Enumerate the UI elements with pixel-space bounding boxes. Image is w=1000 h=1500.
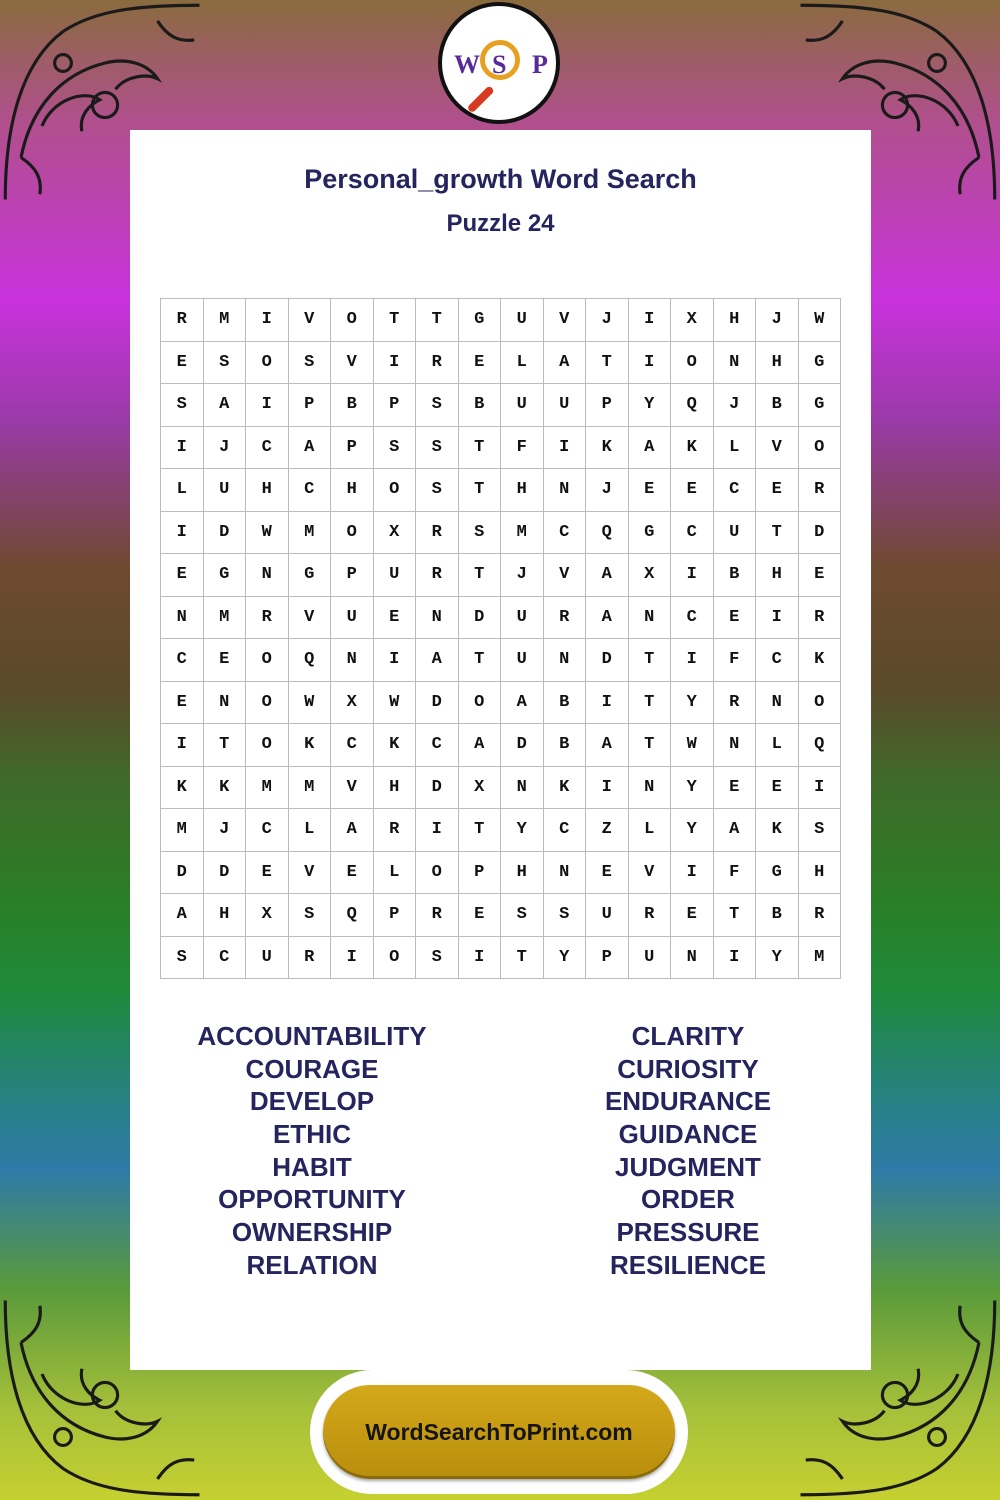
word-item: OPPORTUNITY xyxy=(218,1184,406,1215)
grid-cell[interactable]: M xyxy=(204,299,247,342)
grid-cell[interactable]: I xyxy=(799,767,842,810)
site-link-button[interactable]: WordSearchToPrint.com xyxy=(323,1385,675,1479)
grid-cell[interactable]: J xyxy=(204,809,247,852)
grid-cell[interactable]: V xyxy=(289,597,332,640)
grid-cell[interactable]: E xyxy=(714,767,757,810)
grid-cell[interactable]: N xyxy=(544,639,587,682)
grid-cell[interactable]: Y xyxy=(671,767,714,810)
grid-cell[interactable]: U xyxy=(544,384,587,427)
word-item: HABIT xyxy=(272,1151,352,1182)
grid-cell[interactable]: P xyxy=(289,384,332,427)
grid-cell[interactable]: T xyxy=(374,299,417,342)
grid-cell[interactable]: B xyxy=(544,724,587,767)
grid-cell[interactable]: P xyxy=(331,427,374,470)
grid-cell[interactable]: W xyxy=(289,682,332,725)
grid-cell[interactable]: M xyxy=(289,512,332,555)
grid-cell[interactable]: H xyxy=(799,852,842,895)
grid-cell[interactable]: N xyxy=(416,597,459,640)
grid-cell[interactable]: U xyxy=(714,512,757,555)
grid-cell[interactable]: I xyxy=(374,639,417,682)
word-item: RELATION xyxy=(246,1249,378,1280)
grid-cell[interactable]: Q xyxy=(331,894,374,937)
grid-cell[interactable]: K xyxy=(204,767,247,810)
grid-cell[interactable]: E xyxy=(161,554,204,597)
grid-cell[interactable]: I xyxy=(714,937,757,980)
grid-cell[interactable]: A xyxy=(714,809,757,852)
grid-cell[interactable]: D xyxy=(416,767,459,810)
grid-cell[interactable]: M xyxy=(799,937,842,980)
grid-cell[interactable]: I xyxy=(416,809,459,852)
grid-cell[interactable]: E xyxy=(161,342,204,385)
grid-cell[interactable]: R xyxy=(629,894,672,937)
grid-cell[interactable]: T xyxy=(459,427,502,470)
grid-cell[interactable]: C xyxy=(416,724,459,767)
grid-cell[interactable]: D xyxy=(204,512,247,555)
word-item: PRESSURE xyxy=(616,1217,760,1248)
grid-cell[interactable]: B xyxy=(756,894,799,937)
grid-cell[interactable]: T xyxy=(204,724,247,767)
word-item: CLARITY xyxy=(631,1021,745,1051)
grid-cell[interactable]: S xyxy=(374,427,417,470)
grid-cell[interactable]: B xyxy=(544,682,587,725)
grid-cell[interactable]: T xyxy=(501,937,544,980)
grid-cell[interactable]: H xyxy=(246,469,289,512)
grid-cell[interactable]: V xyxy=(289,299,332,342)
puzzle-title: Personal_growth Word Search xyxy=(304,164,697,194)
word-item: GUIDANCE xyxy=(618,1119,758,1150)
grid-cell[interactable]: R xyxy=(374,809,417,852)
word-item: CURIOSITY xyxy=(617,1053,759,1084)
grid-cell[interactable]: A xyxy=(161,894,204,937)
grid-cell[interactable]: R xyxy=(289,937,332,980)
grid-cell[interactable]: J xyxy=(586,469,629,512)
grid-cell[interactable]: T xyxy=(756,512,799,555)
grid-cell[interactable]: H xyxy=(204,894,247,937)
grid-cell[interactable]: K xyxy=(671,427,714,470)
grid-cell[interactable]: I xyxy=(161,724,204,767)
grid-cell[interactable]: I xyxy=(246,384,289,427)
grid-cell[interactable]: S xyxy=(459,512,502,555)
grid-cell[interactable]: V xyxy=(756,427,799,470)
puzzle-panel xyxy=(130,130,871,1370)
grid-cell[interactable]: T xyxy=(629,639,672,682)
grid-cell[interactable]: R xyxy=(799,469,842,512)
grid-cell[interactable]: O xyxy=(246,724,289,767)
word-item: ACCOUNTABILITY xyxy=(197,1021,427,1051)
grid-cell[interactable]: J xyxy=(756,299,799,342)
grid-cell[interactable]: L xyxy=(714,427,757,470)
grid-cell[interactable]: E xyxy=(246,852,289,895)
grid-cell[interactable]: Y xyxy=(501,809,544,852)
grid-cell[interactable]: P xyxy=(331,554,374,597)
grid-cell[interactable]: T xyxy=(459,639,502,682)
grid-cell[interactable]: N xyxy=(544,469,587,512)
grid-cell[interactable]: D xyxy=(161,852,204,895)
grid-cell[interactable]: X xyxy=(246,894,289,937)
grid-cell[interactable]: D xyxy=(799,512,842,555)
grid-cell[interactable]: O xyxy=(671,342,714,385)
grid-cell[interactable]: O xyxy=(374,469,417,512)
grid-cell[interactable]: B xyxy=(714,554,757,597)
grid-cell[interactable]: V xyxy=(289,852,332,895)
word-item: RESILIENCE xyxy=(609,1249,767,1280)
grid-cell[interactable]: L xyxy=(289,809,332,852)
grid-cell[interactable]: S xyxy=(416,384,459,427)
grid-cell[interactable]: T xyxy=(629,724,672,767)
grid-cell[interactable]: N xyxy=(714,724,757,767)
grid-cell[interactable]: R xyxy=(416,512,459,555)
grid-cell[interactable]: P xyxy=(374,384,417,427)
grid-cell[interactable]: S xyxy=(544,894,587,937)
grid-cell[interactable]: E xyxy=(586,852,629,895)
grid-cell[interactable]: C xyxy=(331,724,374,767)
grid-cell[interactable]: I xyxy=(756,597,799,640)
word-item: OWNERSHIP xyxy=(231,1217,393,1248)
grid-cell[interactable]: G xyxy=(756,852,799,895)
grid-cell[interactable]: V xyxy=(331,342,374,385)
grid-cell[interactable]: D xyxy=(459,597,502,640)
grid-cell[interactable]: C xyxy=(544,512,587,555)
grid-cell[interactable]: C xyxy=(671,512,714,555)
grid-cell[interactable]: X xyxy=(374,512,417,555)
grid-cell[interactable]: R xyxy=(544,597,587,640)
grid-cell[interactable]: W xyxy=(671,724,714,767)
grid-cell[interactable]: A xyxy=(289,427,332,470)
grid-cell[interactable]: N xyxy=(756,682,799,725)
grid-cell[interactable]: G xyxy=(289,554,332,597)
grid-cell[interactable]: O xyxy=(799,682,842,725)
grid-cell[interactable]: B xyxy=(331,384,374,427)
grid-cell[interactable]: I xyxy=(459,937,502,980)
grid-cell[interactable]: Q xyxy=(799,724,842,767)
grid-cell[interactable]: E xyxy=(756,469,799,512)
grid-cell[interactable]: Q xyxy=(289,639,332,682)
logo-letter: W xyxy=(454,50,480,79)
grid-cell[interactable]: D xyxy=(586,639,629,682)
grid-cell[interactable]: T xyxy=(459,809,502,852)
grid-cell[interactable]: C xyxy=(671,597,714,640)
grid-cell[interactable]: O xyxy=(331,299,374,342)
grid-cell[interactable]: I xyxy=(544,427,587,470)
grid-cell[interactable]: C xyxy=(246,809,289,852)
grid-cell[interactable]: P xyxy=(374,894,417,937)
grid-cell[interactable]: U xyxy=(204,469,247,512)
grid-cell[interactable]: C xyxy=(289,469,332,512)
grid-cell[interactable]: S xyxy=(161,937,204,980)
grid-cell[interactable]: D xyxy=(501,724,544,767)
grid-cell[interactable]: E xyxy=(204,639,247,682)
grid-cell[interactable]: B xyxy=(459,384,502,427)
grid-cell[interactable]: R xyxy=(246,597,289,640)
grid-cell[interactable]: V xyxy=(629,852,672,895)
grid-cell[interactable]: M xyxy=(289,767,332,810)
grid-cell[interactable]: K xyxy=(289,724,332,767)
grid-cell[interactable]: A xyxy=(459,724,502,767)
grid-cell[interactable]: N xyxy=(629,767,672,810)
grid-cell[interactable]: N xyxy=(714,342,757,385)
grid-cell[interactable]: O xyxy=(374,937,417,980)
grid-cell[interactable]: M xyxy=(204,597,247,640)
grid-cell[interactable]: K xyxy=(586,427,629,470)
grid-cell[interactable]: U xyxy=(501,597,544,640)
grid-cell[interactable]: S xyxy=(416,937,459,980)
grid-cell[interactable]: I xyxy=(246,299,289,342)
grid-cell[interactable]: I xyxy=(374,342,417,385)
grid-cell[interactable]: Y xyxy=(671,809,714,852)
grid-cell[interactable]: Q xyxy=(586,512,629,555)
grid-cell[interactable]: H xyxy=(501,469,544,512)
grid-cell[interactable]: E xyxy=(331,852,374,895)
word-item: DEVELOP xyxy=(249,1086,375,1117)
logo-letter: S xyxy=(492,50,507,79)
grid-cell[interactable]: H xyxy=(756,342,799,385)
grid-cell[interactable]: I xyxy=(586,682,629,725)
word-item: ENDURANCE xyxy=(604,1086,772,1117)
grid-cell[interactable]: R xyxy=(416,554,459,597)
grid-cell[interactable]: S xyxy=(799,809,842,852)
grid-cell[interactable]: A xyxy=(544,342,587,385)
grid-cell[interactable]: N xyxy=(161,597,204,640)
word-item: JUDGMENT xyxy=(615,1151,761,1182)
grid-cell[interactable]: C xyxy=(246,427,289,470)
grid-cell[interactable]: E xyxy=(374,597,417,640)
grid-cell[interactable]: O xyxy=(246,682,289,725)
grid-cell[interactable]: O xyxy=(246,342,289,385)
grid-cell[interactable]: X xyxy=(459,767,502,810)
grid-cell[interactable]: A xyxy=(629,427,672,470)
grid-cell[interactable]: O xyxy=(416,852,459,895)
grid-cell[interactable]: S xyxy=(289,342,332,385)
word-item: ORDER xyxy=(641,1184,735,1215)
grid-cell[interactable]: E xyxy=(799,554,842,597)
grid-cell[interactable]: U xyxy=(374,554,417,597)
grid-cell[interactable]: I xyxy=(629,342,672,385)
word-item: COURAGE xyxy=(245,1053,379,1084)
grid-cell[interactable]: K xyxy=(799,639,842,682)
grid-cell[interactable]: J xyxy=(714,384,757,427)
grid-cell[interactable]: T xyxy=(714,894,757,937)
grid-cell[interactable]: C xyxy=(544,809,587,852)
grid-cell[interactable]: P xyxy=(586,937,629,980)
grid-cell[interactable]: S xyxy=(289,894,332,937)
grid-cell[interactable]: I xyxy=(161,427,204,470)
grid-cell[interactable]: A xyxy=(586,724,629,767)
grid-cell[interactable]: A xyxy=(586,597,629,640)
grid-cell[interactable]: V xyxy=(544,554,587,597)
grid-cell[interactable]: D xyxy=(204,852,247,895)
grid-cell[interactable]: N xyxy=(501,767,544,810)
grid-cell[interactable]: R xyxy=(161,299,204,342)
grid-cell[interactable]: W xyxy=(799,299,842,342)
grid-cell[interactable]: F xyxy=(714,852,757,895)
grid-cell[interactable]: I xyxy=(161,512,204,555)
grid-cell[interactable]: K xyxy=(161,767,204,810)
grid-cell[interactable]: H xyxy=(714,299,757,342)
grid-cell[interactable]: G xyxy=(204,554,247,597)
grid-cell[interactable]: Y xyxy=(671,682,714,725)
grid-cell[interactable]: L xyxy=(629,809,672,852)
grid-cell[interactable]: I xyxy=(331,937,374,980)
grid-cell[interactable]: X xyxy=(331,682,374,725)
grid-cell[interactable]: U xyxy=(246,937,289,980)
grid-cell[interactable]: O xyxy=(799,427,842,470)
grid-cell[interactable]: H xyxy=(331,469,374,512)
grid-cell[interactable]: N xyxy=(331,639,374,682)
grid-cell[interactable]: S xyxy=(416,427,459,470)
grid-cell[interactable]: R xyxy=(416,342,459,385)
grid-cell[interactable]: I xyxy=(586,767,629,810)
grid-cell[interactable]: R xyxy=(714,682,757,725)
grid-cell[interactable]: Y xyxy=(756,937,799,980)
grid-cell[interactable]: Y xyxy=(544,937,587,980)
grid-cell[interactable]: G xyxy=(799,342,842,385)
grid-cell[interactable]: U xyxy=(331,597,374,640)
grid-cell[interactable]: S xyxy=(501,894,544,937)
grid-cell[interactable]: T xyxy=(459,469,502,512)
grid-cell[interactable]: K xyxy=(544,767,587,810)
grid-cell[interactable]: X xyxy=(671,299,714,342)
grid-cell[interactable]: U xyxy=(501,299,544,342)
grid-cell[interactable]: C xyxy=(161,639,204,682)
grid-cell[interactable]: L xyxy=(501,342,544,385)
grid-cell[interactable]: U xyxy=(629,937,672,980)
letter-grid xyxy=(160,298,841,979)
grid-cell[interactable]: Z xyxy=(586,809,629,852)
grid-cell[interactable]: U xyxy=(501,384,544,427)
grid-cell[interactable]: H xyxy=(756,554,799,597)
grid-cell[interactable]: V xyxy=(331,767,374,810)
grid-cell[interactable]: K xyxy=(756,809,799,852)
grid-cell[interactable]: E xyxy=(161,682,204,725)
grid-cell[interactable]: T xyxy=(586,342,629,385)
grid-cell[interactable]: E xyxy=(629,469,672,512)
grid-cell[interactable]: E xyxy=(671,469,714,512)
grid-cell[interactable]: O xyxy=(331,512,374,555)
grid-cell[interactable]: N xyxy=(544,852,587,895)
grid-cell[interactable]: B xyxy=(756,384,799,427)
word-item: ETHIC xyxy=(273,1119,351,1150)
puzzle-subtitle: Puzzle 24 xyxy=(446,210,555,237)
grid-cell[interactable]: N xyxy=(629,597,672,640)
grid-cell[interactable]: S xyxy=(416,469,459,512)
grid-cell[interactable]: E xyxy=(671,894,714,937)
grid-cell[interactable]: S xyxy=(161,384,204,427)
grid-cell[interactable]: W xyxy=(246,512,289,555)
grid-cell[interactable]: C xyxy=(714,469,757,512)
grid-cell[interactable]: F xyxy=(714,639,757,682)
grid-cell[interactable]: T xyxy=(416,299,459,342)
grid-cell[interactable]: S xyxy=(204,342,247,385)
grid-cell[interactable]: G xyxy=(799,384,842,427)
grid-cell[interactable]: P xyxy=(459,852,502,895)
logo-letter: P xyxy=(532,50,548,79)
grid-cell[interactable]: E xyxy=(714,597,757,640)
grid-cell[interactable]: R xyxy=(416,894,459,937)
grid-cell[interactable]: E xyxy=(756,767,799,810)
grid-cell[interactable]: I xyxy=(629,299,672,342)
grid-cell[interactable]: D xyxy=(416,682,459,725)
grid-cell[interactable]: V xyxy=(544,299,587,342)
grid-cell[interactable]: I xyxy=(671,639,714,682)
grid-cell[interactable]: R xyxy=(799,894,842,937)
word-list-left xyxy=(147,1020,477,1282)
grid-cell[interactable]: U xyxy=(501,639,544,682)
grid-cell[interactable]: C xyxy=(756,639,799,682)
grid-cell[interactable]: T xyxy=(629,682,672,725)
grid-cell[interactable]: J xyxy=(204,427,247,470)
grid-cell[interactable]: F xyxy=(501,427,544,470)
grid-cell[interactable]: A xyxy=(501,682,544,725)
grid-cell[interactable]: L xyxy=(374,852,417,895)
grid-cell[interactable]: I xyxy=(671,554,714,597)
grid-cell[interactable]: T xyxy=(459,554,502,597)
grid-cell[interactable]: M xyxy=(501,512,544,555)
grid-cell[interactable]: G xyxy=(459,299,502,342)
grid-cell[interactable]: I xyxy=(671,852,714,895)
grid-cell[interactable]: L xyxy=(161,469,204,512)
grid-cell[interactable]: A xyxy=(331,809,374,852)
grid-cell[interactable]: X xyxy=(629,554,672,597)
grid-cell[interactable]: C xyxy=(204,937,247,980)
grid-cell[interactable]: J xyxy=(501,554,544,597)
grid-cell[interactable]: L xyxy=(756,724,799,767)
grid-cell[interactable]: A xyxy=(204,384,247,427)
grid-cell[interactable]: M xyxy=(246,767,289,810)
magnifier-handle xyxy=(467,85,495,113)
grid-cell[interactable]: Y xyxy=(629,384,672,427)
grid-cell[interactable]: N xyxy=(671,937,714,980)
grid-cell[interactable]: M xyxy=(161,809,204,852)
grid-cell[interactable]: E xyxy=(459,342,502,385)
grid-cell[interactable]: H xyxy=(374,767,417,810)
grid-cell[interactable]: W xyxy=(374,682,417,725)
grid-cell[interactable]: E xyxy=(459,894,502,937)
grid-cell[interactable]: G xyxy=(629,512,672,555)
grid-cell[interactable]: K xyxy=(374,724,417,767)
grid-cell[interactable]: J xyxy=(586,299,629,342)
word-list-right xyxy=(523,1020,853,1282)
grid-cell[interactable]: H xyxy=(501,852,544,895)
grid-cell[interactable]: A xyxy=(416,639,459,682)
grid-cell[interactable]: Q xyxy=(671,384,714,427)
grid-cell[interactable]: N xyxy=(204,682,247,725)
grid-cell[interactable]: U xyxy=(586,894,629,937)
grid-cell[interactable]: A xyxy=(586,554,629,597)
grid-cell[interactable]: R xyxy=(799,597,842,640)
site-logo[interactable] xyxy=(438,2,560,124)
grid-cell[interactable]: P xyxy=(586,384,629,427)
grid-cell[interactable]: O xyxy=(246,639,289,682)
grid-cell[interactable]: N xyxy=(246,554,289,597)
grid-cell[interactable]: O xyxy=(459,682,502,725)
